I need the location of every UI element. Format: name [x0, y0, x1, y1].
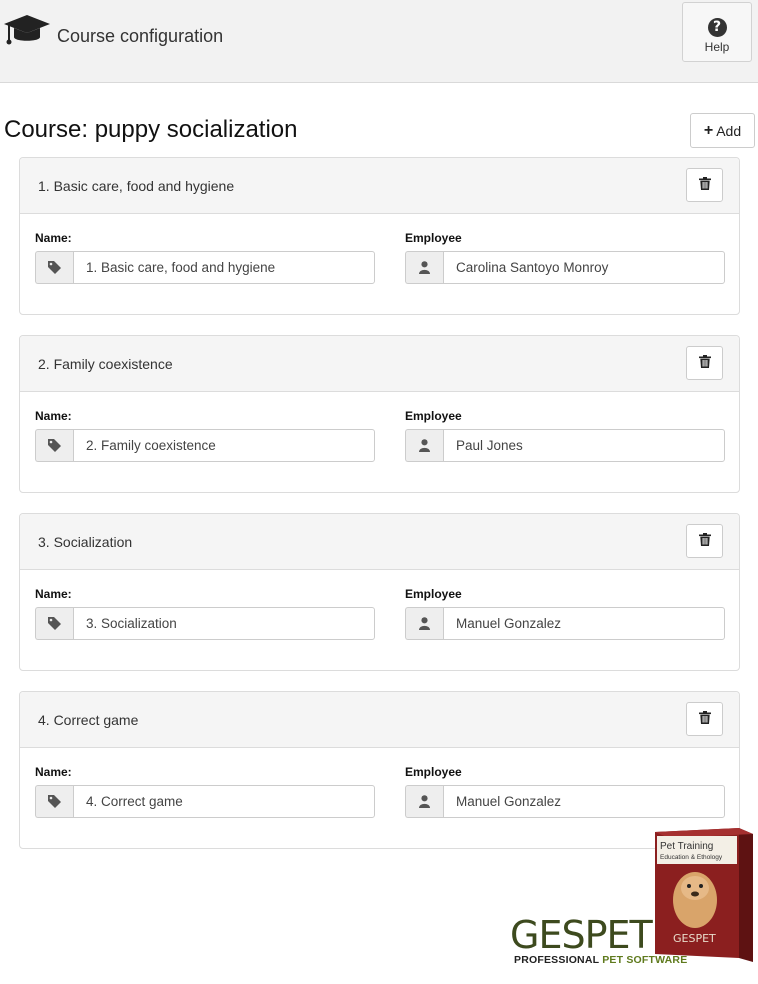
employee-field [405, 231, 725, 284]
plus-icon: + [703, 121, 714, 139]
session-name-input[interactable] [73, 429, 375, 462]
session-title: 4. Correct game [38, 712, 139, 728]
employee-input[interactable] [443, 785, 725, 818]
name-label: Name: [35, 587, 72, 601]
box-title: Pet Training [660, 841, 714, 852]
name-field [35, 587, 375, 640]
box-subtitle: Education & Ethology [660, 854, 723, 861]
employee-field [405, 409, 725, 462]
employee-field [405, 587, 725, 640]
name-field [35, 231, 375, 284]
product-box-image [655, 828, 753, 964]
add-label: Add [716, 122, 742, 139]
user-icon [405, 607, 443, 640]
session-panel [19, 157, 740, 315]
user-icon [405, 429, 443, 462]
user-icon [405, 251, 443, 284]
session-panel [19, 513, 740, 671]
employee-label: Employee [405, 765, 462, 779]
help-button[interactable] [682, 2, 752, 62]
employee-label: Employee [405, 587, 462, 601]
session-panel-header [20, 336, 739, 392]
gespet-tagline: PROFESSIONAL PET SOFTWARE [514, 954, 688, 966]
tag-icon [35, 429, 73, 462]
tag-icon [35, 251, 73, 284]
delete-session-button[interactable] [686, 702, 723, 736]
trash-icon [699, 355, 711, 371]
tag-icon [35, 607, 73, 640]
trash-icon [699, 177, 711, 193]
name-field [35, 409, 375, 462]
session-panel [19, 691, 740, 849]
session-panel-header [20, 692, 739, 748]
page-title: Course configuration [57, 26, 224, 46]
employee-input[interactable] [443, 607, 725, 640]
name-label: Name: [35, 409, 72, 423]
gespet-logo [510, 828, 758, 984]
session-name-input[interactable] [73, 785, 375, 818]
employee-label: Employee [405, 231, 462, 245]
employee-input[interactable] [443, 429, 725, 462]
name-label: Name: [35, 765, 72, 779]
employee-input[interactable] [443, 251, 725, 284]
add-button[interactable] [690, 113, 755, 148]
question-circle-icon: ? [708, 18, 727, 37]
session-title: 1. Basic care, food and hygiene [38, 178, 235, 194]
session-panel-header [20, 514, 739, 570]
graduation-cap-icon [4, 14, 50, 53]
trash-icon [699, 533, 711, 549]
session-title: 3. Socialization [38, 534, 133, 550]
delete-session-button[interactable] [686, 168, 723, 202]
employee-field [405, 765, 725, 818]
session-panel [19, 335, 740, 493]
session-name-input[interactable] [73, 251, 375, 284]
box-brand: GESPET [673, 932, 716, 945]
gespet-wordmark: GESPET [510, 913, 652, 957]
session-title: 2. Family coexistence [38, 356, 173, 372]
top-bar [0, 0, 758, 83]
help-label: Help [704, 40, 730, 54]
tag-icon [35, 785, 73, 818]
course-title: Course: puppy socialization [4, 116, 298, 143]
delete-session-button[interactable] [686, 346, 723, 380]
name-field [35, 765, 375, 818]
session-name-input[interactable] [73, 607, 375, 640]
session-panel-header [20, 158, 739, 214]
trash-icon [699, 711, 711, 727]
employee-label: Employee [405, 409, 462, 423]
user-icon [405, 785, 443, 818]
delete-session-button[interactable] [686, 524, 723, 558]
name-label: Name: [35, 231, 72, 245]
